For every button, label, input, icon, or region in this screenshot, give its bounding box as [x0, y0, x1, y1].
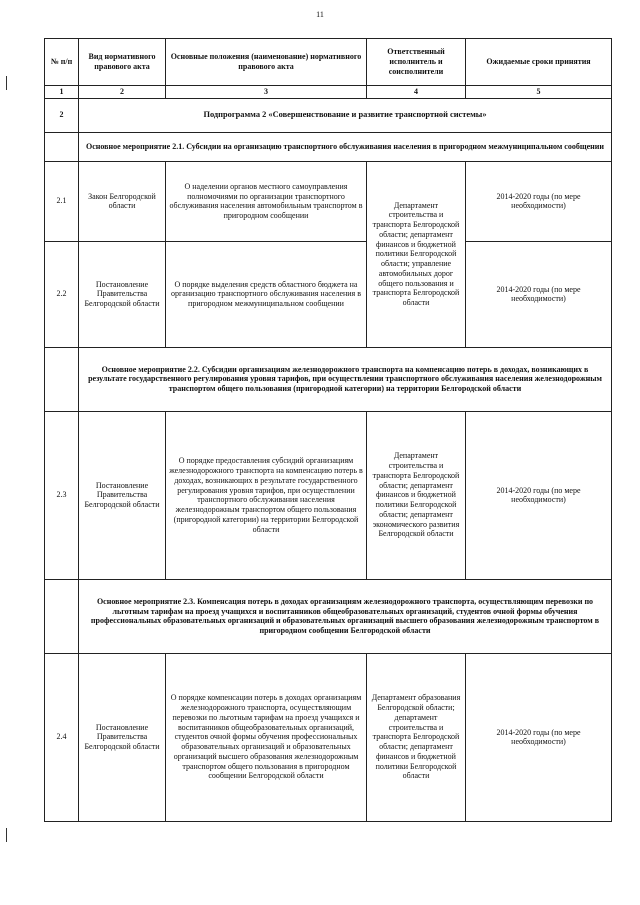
activity-row — [45, 132, 612, 161]
header-term: Ожидаемые сроки принятия — [466, 39, 612, 86]
row-number: 2.2 — [45, 241, 79, 347]
act-type: Постановление Правительства Белгородской области — [79, 653, 166, 821]
header-act-content: Основные положения (наименование) нормативного правового акта — [166, 39, 367, 86]
activity-2-3: Основное мероприятие 2.3. Компенсация потерь в доходах организациям железнодорожного транспорта, осуществляющим перевозки по льготным тарифам на проезд учащихся и воспитанников общеобразовательных организаций, студентов очной формы обучения профессиональных образовательных организаций и образовательных организаций высшего образования железнодорожным транспортом в пригородном сообщении Белгородской области — [79, 579, 612, 653]
act-content: О порядке выделения средств областного бюджета на организацию транспортного обслуживания населения в пригородном межмуниципальном сообщении — [166, 241, 367, 347]
table-row — [45, 653, 612, 821]
scan-mark — [6, 828, 7, 842]
term: 2014-2020 годы (по мере необходимости) — [466, 241, 612, 347]
subprogram-row — [45, 98, 612, 132]
page-number: 11 — [316, 10, 324, 19]
act-content: О наделении органов местного самоуправления полномочиями по организации транспортного обслуживания населения автомобильным транспортом в пригородном сообщении — [166, 161, 367, 241]
empty-cell — [45, 579, 79, 653]
subprogram-title: Подпрограмма 2 «Совершенствование и развитие транспортной системы» — [79, 98, 612, 132]
activity-2-2: Основное мероприятие 2.2. Субсидии организациям железнодорожного транспорта на компенсацию потерь в доходах, возникающих в результате государственного регулирования уровня тарифов, при осуществлении транспортного обслуживания населения железнодорожным транспортом общего пользования (пригородной категории) на территории Белгородской области — [79, 347, 612, 411]
column-numbers-row — [45, 86, 612, 99]
empty-cell — [45, 132, 79, 161]
act-type: Постановление Правительства Белгородской области — [79, 241, 166, 347]
table-row — [45, 411, 612, 579]
executor: Департамент строительства и транспорта Белгородской области; департамент финансов и бюджетной политики Белгородской области; департамент экономического развития Белгородской области — [367, 411, 466, 579]
act-content: О порядке компенсации потерь в доходах организациям железнодорожного транспорта, осуществляющим перевозки по льготным тарифам на проезд учащихся и воспитанников общеобразовательных организаций, студентов очной формы обучения профессиональных образовательных организаций и образовательных организаций высшего образования железнодорожным транспортом общего пользования в пригородном сообщении Белгородской области — [166, 653, 367, 821]
header-act-type: Вид нормативного правового акта — [79, 39, 166, 86]
term: 2014-2020 годы (по мере необходимости) — [466, 653, 612, 821]
row-number: 2.3 — [45, 411, 79, 579]
act-type: Закон Белгородской области — [79, 161, 166, 241]
term: 2014-2020 годы (по мере необходимости) — [466, 161, 612, 241]
activity-2-1: Основное мероприятие 2.1. Субсидии на организацию транспортного обслуживания населения в пригородном межмуниципальном сообщении — [79, 132, 612, 161]
empty-cell — [45, 347, 79, 411]
table-row — [45, 241, 612, 347]
activity-row — [45, 579, 612, 653]
row-number: 2.4 — [45, 653, 79, 821]
column-number: 1 — [45, 86, 79, 99]
column-number: 3 — [166, 86, 367, 99]
regulatory-acts-table — [44, 38, 612, 822]
header-executor: Ответственный исполнитель и соисполнители — [367, 39, 466, 86]
subprogram-number: 2 — [45, 98, 79, 132]
table-row — [45, 161, 612, 241]
activity-row — [45, 347, 612, 411]
executor: Департамент образования Белгородской области; департамент строительства и транспорта Белгородской области; департамент финансов и бюджетной политики Белгородской области — [367, 653, 466, 821]
term: 2014-2020 годы (по мере необходимости) — [466, 411, 612, 579]
column-number: 2 — [79, 86, 166, 99]
table-header-row — [45, 39, 612, 86]
header-number: № п/п — [45, 39, 79, 86]
row-number: 2.1 — [45, 161, 79, 241]
column-number: 5 — [466, 86, 612, 99]
column-number: 4 — [367, 86, 466, 99]
executor: Департамент строительства и транспорта Белгородской области; департамент финансов и бюджетной политики Белгородской области; управление автомобильных дорог общего пользования и транспорта Белгородской области — [367, 161, 466, 347]
act-content: О порядке предоставления субсидий организациям железнодорожного транспорта на компенсацию потерь в доходах, возникающих в результате государственного регулирования уровня тарифов, при осуществлении транспортного обслуживания населения железнодорожным транспортом общего пользования (пригородной категории) на территории Белгородской области — [166, 411, 367, 579]
scan-mark — [6, 76, 7, 90]
act-type: Постановление Правительства Белгородской области — [79, 411, 166, 579]
